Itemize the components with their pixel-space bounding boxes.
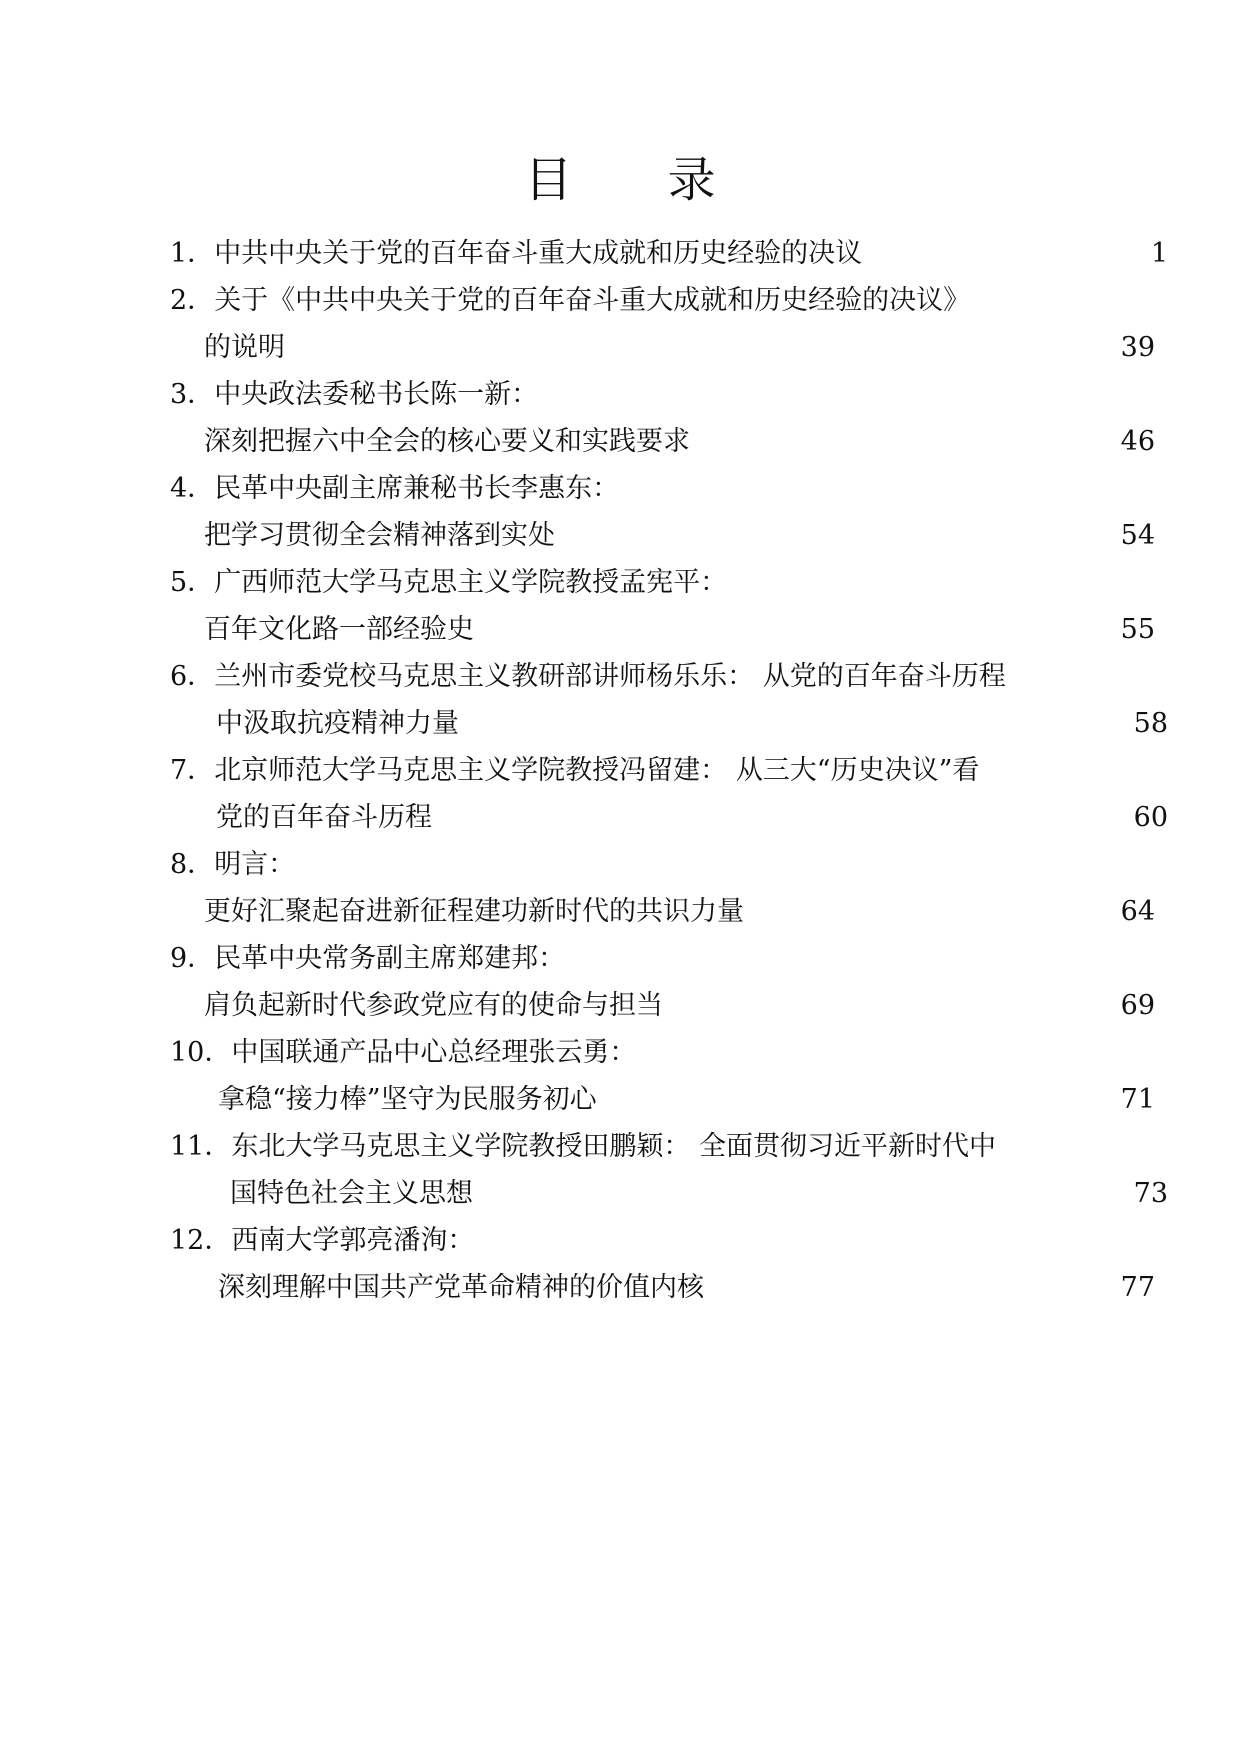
toc-entry-7-heading[interactable] [170,753,979,789]
toc-entry-number: 9． [170,943,215,974]
toc-entry-title: 民革中央副主席兼秘书长李惠东： [214,473,620,504]
toc-entry-12-heading[interactable] [170,1223,474,1259]
toc-page-number: 60 [1133,802,1168,833]
toc-entry-number: 10． [170,1037,232,1068]
toc-entry-title: 北京师范大学马克思主义学院教授冯留建： 从三大“历史决议”看 [214,755,980,786]
toc-entry-number: 8． [170,849,215,880]
toc-page-number: 69 [1120,990,1155,1021]
toc-entry-number: 6． [170,661,215,692]
toc-entry-title: 中央政法委秘书长陈一新： [214,379,539,410]
toc-entry-6-subtitle[interactable]: 中汲取抗疫精神力量 [216,708,459,739]
toc-entry-title: 明言： [214,849,296,880]
toc-entry-number: 1． [170,238,215,269]
toc-entry-10-heading[interactable] [170,1035,636,1071]
toc-entry-title: 民革中央常务副主席郑建邦： [214,943,566,974]
toc-entry-number: 7． [170,755,215,786]
toc-entry-title: 广西师范大学马克思主义学院教授孟宪平： [214,567,728,598]
toc-page-number: 46 [1120,426,1155,457]
toc-entry-3-subtitle[interactable]: 深刻把握六中全会的核心要义和实践要求 [204,426,690,457]
toc-entry-7-subtitle[interactable]: 党的百年奋斗历程 [216,802,432,833]
toc-entry-5-subtitle[interactable]: 百年文化路一部经验史 [204,614,474,645]
toc-page-number: 1 [1150,238,1168,269]
toc-entry-5-heading[interactable] [170,565,727,601]
toc-entry-11-heading[interactable] [170,1129,996,1165]
toc-entry-11-subtitle[interactable]: 国特色社会主义思想 [230,1178,473,1209]
toc-entry-3-heading[interactable] [170,377,538,413]
toc-entry-number: 12． [170,1225,232,1256]
toc-entry-number: 11． [170,1131,232,1162]
toc-page-number: 73 [1133,1178,1168,1209]
toc-entry-number: 5． [170,567,215,598]
toc-entry-10-subtitle[interactable]: 拿稳“接力棒”坚守为民服务初心 [218,1084,597,1115]
toc-entry-4-subtitle[interactable]: 把学习贯彻全会精神落到实处 [204,520,555,551]
toc-entry-number: 2． [170,285,215,316]
toc-entry-1-heading[interactable] [170,236,862,272]
toc-entry-2-subtitle[interactable]: 的说明 [204,332,285,363]
toc-entry-title: 中国联通产品中心总经理张云勇： [231,1037,637,1068]
toc-entry-9-subtitle[interactable]: 肩负起新时代参政党应有的使命与担当 [204,990,663,1021]
toc-entry-9-heading[interactable] [170,941,565,977]
toc-page-number: 54 [1120,520,1155,551]
toc-entry-title: 西南大学郭亮潘洵： [231,1225,475,1256]
toc-page-number: 58 [1133,708,1168,739]
toc-page-number: 64 [1120,896,1155,927]
toc-entry-2-heading[interactable] [170,283,970,319]
toc-page-number: 71 [1120,1084,1155,1115]
toc-page-number: 77 [1120,1272,1155,1303]
page-title: 目 录 [524,152,756,208]
toc-entry-title: 兰州市委党校马克思主义教研部讲师杨乐乐： 从党的百年奋斗历程 [214,661,1006,692]
toc-entry-number: 4． [170,473,215,504]
toc-entry-8-subtitle[interactable]: 更好汇聚起奋进新征程建功新时代的共识力量 [204,896,744,927]
toc-page-number: 55 [1120,614,1155,645]
toc-entry-title: 关于《中共中央关于党的百年奋斗重大成就和历史经验的决议》 [214,285,971,316]
toc-entry-6-heading[interactable] [170,659,1006,695]
toc-entry-12-subtitle[interactable]: 深刻理解中国共产党革命精神的价值内核 [218,1272,704,1303]
toc-entry-title: 东北大学马克思主义学院教授田鹏颖： 全面贯彻习近平新时代中 [231,1131,996,1162]
toc-page-number: 39 [1120,332,1155,363]
toc-entry-4-heading[interactable] [170,471,619,507]
toc-entry-8-heading[interactable] [170,847,295,883]
toc-entry-title: 中共中央关于党的百年奋斗重大成就和历史经验的决议 [214,238,863,269]
toc-entry-number: 3． [170,379,215,410]
